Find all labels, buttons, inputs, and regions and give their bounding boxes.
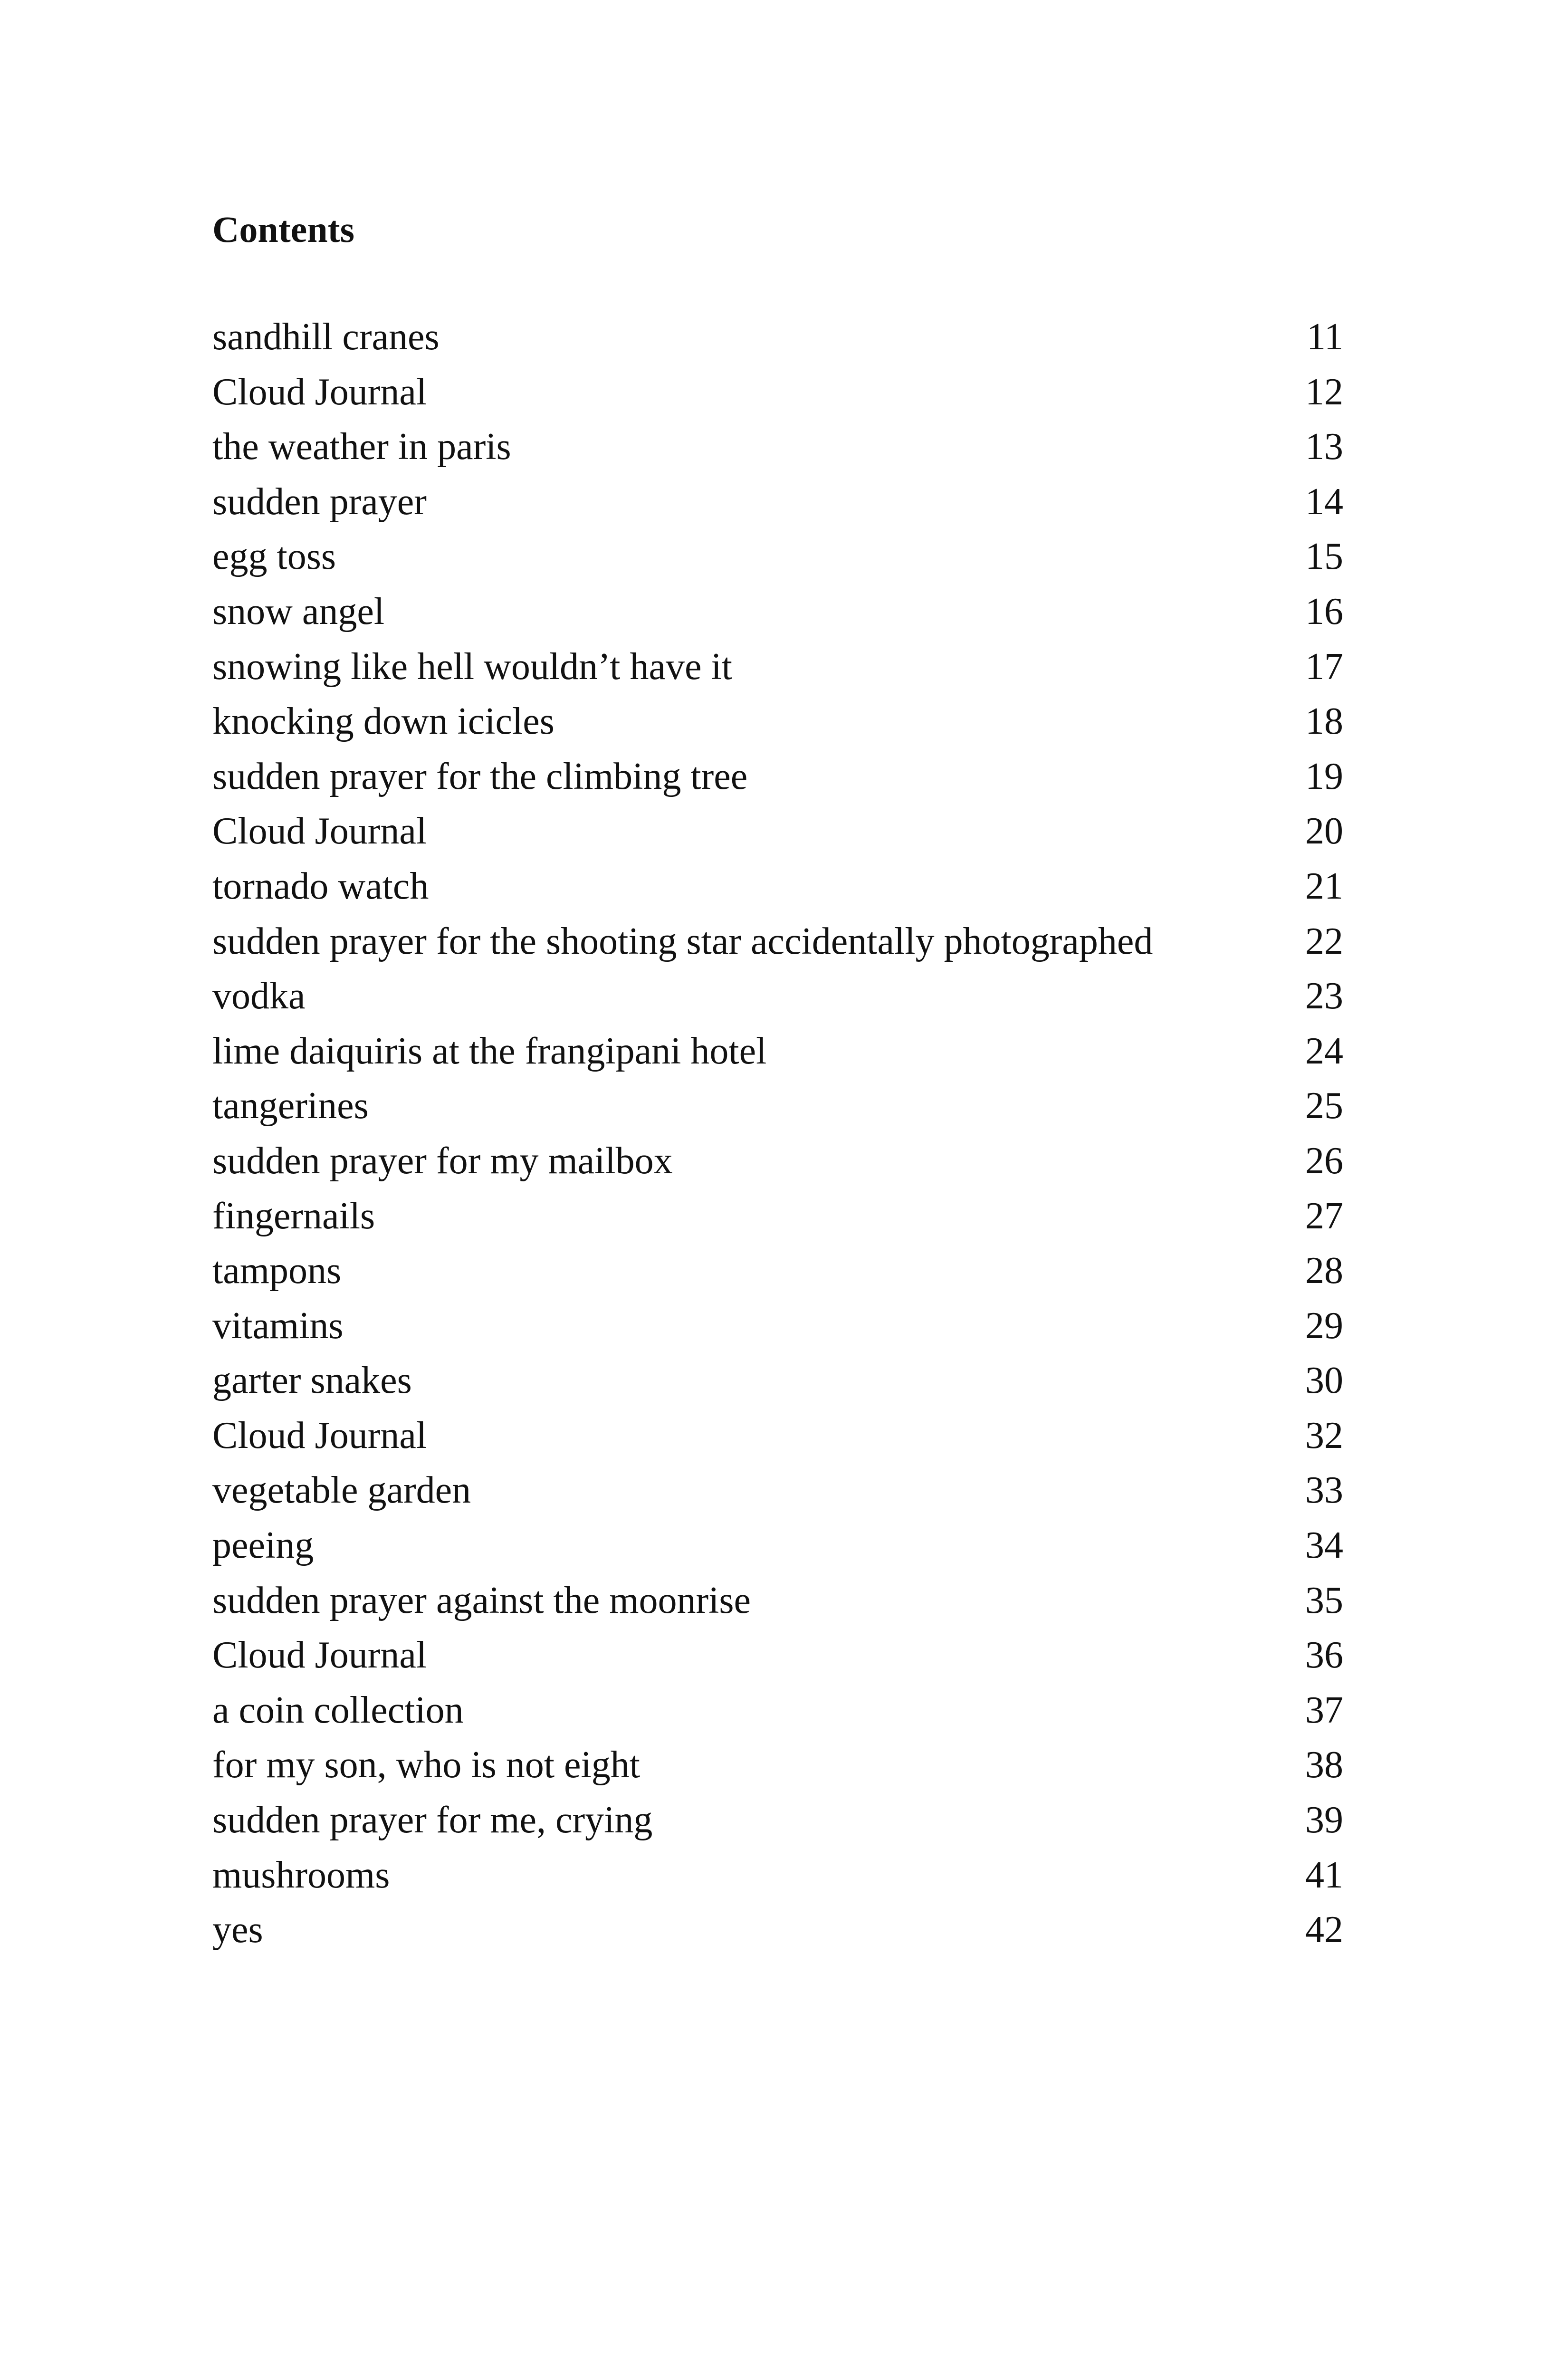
toc-entry — [212, 1244, 1343, 1299]
toc-entry-title: sudden prayer for my mailbox — [212, 1140, 673, 1182]
toc-entry-title: sandhill cranes — [212, 316, 440, 358]
toc-entry — [212, 804, 1343, 859]
toc-entry — [212, 310, 1343, 365]
toc-entry-title: fingernails — [212, 1195, 375, 1237]
toc-entry — [212, 1079, 1343, 1134]
toc-entry — [212, 1738, 1343, 1793]
toc-entry-page-number: 30 — [1305, 1360, 1343, 1402]
toc-entry-page-number: 12 — [1305, 371, 1343, 413]
toc-entry-title: Cloud Journal — [212, 810, 427, 853]
toc-entry-page-number: 13 — [1305, 426, 1343, 468]
toc-entry-page-number: 41 — [1305, 1854, 1343, 1896]
toc-entry-page-number: 29 — [1305, 1304, 1343, 1347]
toc-entry-page-number: 17 — [1305, 645, 1343, 688]
toc-entry — [212, 1573, 1343, 1629]
toc-entry-title: sudden prayer for me, crying — [212, 1799, 653, 1841]
toc-entry-title: the weather in paris — [212, 426, 511, 468]
toc-entry-title: snowing like hell wouldn’t have it — [212, 645, 732, 688]
toc-entry-page-number: 25 — [1305, 1085, 1343, 1127]
toc-entry — [212, 969, 1343, 1024]
toc-entry — [212, 1463, 1343, 1518]
toc-entry-page-number: 37 — [1305, 1689, 1343, 1731]
toc-entry-title: vodka — [212, 975, 306, 1017]
toc-entry-page-number: 26 — [1305, 1140, 1343, 1182]
toc-entry-page-number: 21 — [1305, 865, 1343, 907]
toc-entry-title: a coin collection — [212, 1689, 464, 1731]
toc-entry-title: egg toss — [212, 536, 336, 578]
toc-entry-page-number: 27 — [1305, 1195, 1343, 1237]
toc-entry-page-number: 14 — [1305, 480, 1343, 523]
toc-entry-title: sudden prayer for the shooting star accidentally photographed — [212, 920, 1153, 962]
toc-entry — [212, 475, 1343, 530]
toc-entry-title: for my son, who is not eight — [212, 1744, 640, 1786]
toc-entry-title: Cloud Journal — [212, 371, 427, 413]
toc-entry-title: lime daiquiris at the frangipani hotel — [212, 1030, 767, 1072]
toc-entry-page-number: 19 — [1305, 755, 1343, 797]
toc-entry-title: tampons — [212, 1250, 342, 1292]
toc-entry-page-number: 39 — [1305, 1799, 1343, 1841]
toc-entry-page-number: 33 — [1305, 1469, 1343, 1512]
toc-entry-page-number: 20 — [1305, 810, 1343, 853]
toc-entry-title: sudden prayer for the climbing tree — [212, 755, 748, 797]
toc-entry — [212, 420, 1343, 475]
toc-entry-page-number: 24 — [1305, 1030, 1343, 1072]
toc-entry — [212, 694, 1343, 749]
toc-entry — [212, 1024, 1343, 1079]
toc-entry-title: Cloud Journal — [212, 1414, 427, 1456]
toc-entry-page-number: 42 — [1305, 1909, 1343, 1951]
toc-entry-page-number: 36 — [1305, 1634, 1343, 1677]
toc-entry-page-number: 15 — [1305, 536, 1343, 578]
toc-entry — [212, 1408, 1343, 1464]
toc-entry-page-number: 35 — [1305, 1579, 1343, 1621]
toc-entry — [212, 1353, 1343, 1408]
toc-entry — [212, 1628, 1343, 1683]
toc-entry — [212, 1518, 1343, 1573]
toc-entry-title: vegetable garden — [212, 1469, 471, 1512]
toc-entry — [212, 1793, 1343, 1848]
toc-entry-title: sudden prayer — [212, 480, 427, 523]
toc-entry-page-number: 11 — [1306, 316, 1343, 358]
toc-entry — [212, 640, 1343, 695]
toc-entry-title: yes — [212, 1909, 263, 1951]
toc-entry-title: knocking down icicles — [212, 700, 555, 743]
toc-entry — [212, 1848, 1343, 1903]
toc-entry-page-number: 23 — [1305, 975, 1343, 1017]
toc-entry-title: Cloud Journal — [212, 1634, 427, 1677]
toc-entry — [212, 914, 1343, 969]
toc-entry — [212, 1683, 1343, 1738]
toc-entry-page-number: 32 — [1305, 1414, 1343, 1456]
toc-entry-page-number: 28 — [1305, 1250, 1343, 1292]
toc-entry-title: vitamins — [212, 1304, 344, 1347]
toc-entry-page-number: 38 — [1305, 1744, 1343, 1786]
toc-entry — [212, 859, 1343, 914]
toc-entry-page-number: 18 — [1305, 700, 1343, 743]
contents-heading: Contents — [212, 209, 355, 250]
toc-entry-page-number: 34 — [1305, 1524, 1343, 1567]
toc-entry — [212, 1134, 1343, 1189]
toc-entry-title: sudden prayer against the moonrise — [212, 1579, 751, 1621]
toc-entry — [212, 529, 1343, 584]
toc-entry — [212, 365, 1343, 420]
toc-entry-page-number: 22 — [1305, 920, 1343, 962]
toc-entry-title: snow angel — [212, 590, 385, 632]
toc-entry — [212, 1903, 1343, 1958]
toc-entry — [212, 749, 1343, 805]
toc-entry — [212, 1299, 1343, 1354]
toc-entry-title: tangerines — [212, 1085, 369, 1127]
toc-entry — [212, 584, 1343, 640]
toc-entry-title: mushrooms — [212, 1854, 390, 1896]
toc-entry-page-number: 16 — [1305, 590, 1343, 632]
toc-entry-title: tornado watch — [212, 865, 429, 907]
toc-entry-title: garter snakes — [212, 1360, 412, 1402]
toc-entry-title: peeing — [212, 1524, 314, 1567]
toc-entry — [212, 1189, 1343, 1244]
table-of-contents — [212, 310, 1343, 1958]
